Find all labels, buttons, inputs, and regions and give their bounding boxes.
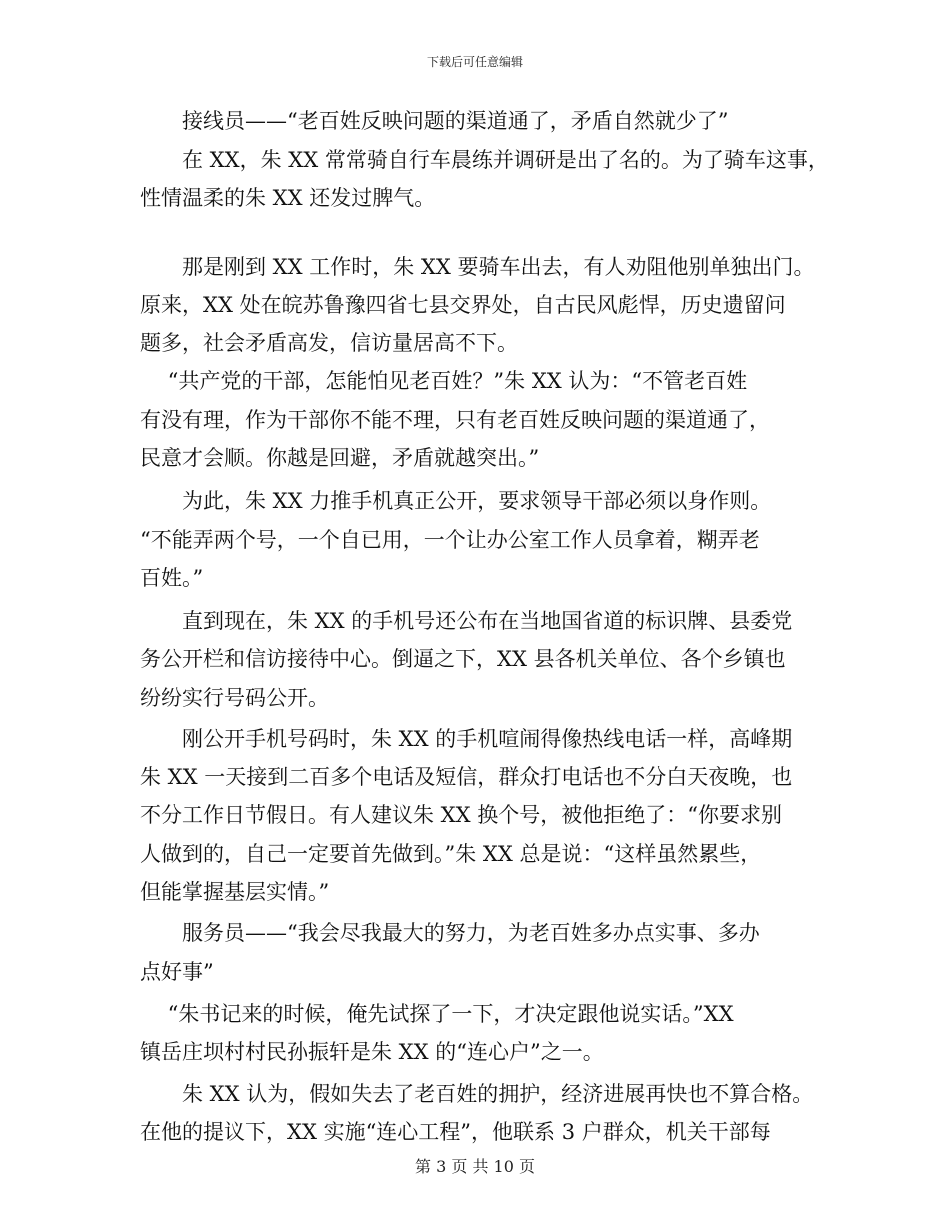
text-line: 在 XX，朱 XX 常常骑自行车晨练并调研是出了名的。为了骑车这事， [140, 148, 829, 172]
text-line: 性情温柔的朱 XX 还发过脾气。 [140, 186, 436, 210]
text-line: 刚公开手机号码时，朱 XX 的手机喧闹得像热线电话一样，高峰期 [140, 727, 793, 751]
text-line: 在他的提议下，XX 实施“连心工程”，他联系 3 户群众，机关干部每 [140, 1120, 771, 1144]
text-line: 朱 XX 认为，假如失去了老百姓的拥护，经济进展再快也不算合格。 [140, 1082, 814, 1106]
text-line: 不分工作日节假日。有人建议朱 XX 换个号，被他拒绝了：“你要求别 [140, 803, 782, 827]
page-header-note: 下载后可任意编辑 [426, 55, 523, 69]
text-line: 镇岳庄坝村村民孙振轩是朱 XX 的“连心户”之一。 [140, 1040, 604, 1064]
text-line: 为此，朱 XX 力推手机真正公开，要求领导干部必须以身作则。 [140, 489, 772, 513]
text-line: “共产党的干部，怎能怕见老百姓？”朱 XX 认为：“不管老百姓 [140, 369, 748, 393]
text-line: 纷纷实行号码公开。 [140, 686, 329, 710]
text-line: 接线员——“老百姓反映问题的渠道通了，矛盾自然就少了” [140, 109, 729, 133]
text-line: 朱 XX 一天接到二百多个电话及短信，群众打电话也不分白天夜晚，也 [140, 765, 793, 789]
text-line: 服务员——“我会尽我最大的努力，为老百姓多办点实事、多办 [140, 921, 760, 945]
text-line: 有没有理，作为干部你不能不理，只有老百姓反映问题的渠道通了， [140, 408, 770, 432]
page-number: 第 3 页 共 10 页 [415, 1157, 535, 1176]
text-line: “朱书记来的时候，俺先试探了一下，才决定跟他说实话。”XX [140, 1002, 734, 1026]
text-line: 原来，XX 处在皖苏鲁豫四省七县交界处，自古民风彪悍，历史遗留问 [140, 293, 786, 317]
text-line: 百姓。” [140, 566, 204, 590]
text-line: 点好事” [140, 960, 214, 984]
text-line: “不能弄两个号，一个自已用，一个让办公室工作人员拿着，糊弄老 [140, 528, 760, 552]
text-line: 务公开栏和信访接待中心。倒逼之下，XX 县各机关单位、各个乡镇也 [140, 647, 786, 671]
text-line: 但能掌握基层实情。” [140, 880, 330, 904]
text-line: 题多，社会矛盾高发，信访量居高不下。 [140, 331, 518, 355]
text-line: 直到现在，朱 XX 的手机号还公布在当地国省道的标识牌、县委党 [140, 609, 793, 633]
text-line: 那是刚到 XX 工作时，朱 XX 要骑车出去，有人劝阻他别单独出门。 [140, 255, 815, 279]
text-line: 民意才会顺。你越是回避，矛盾就越突出。” [140, 446, 540, 470]
text-line: 人做到的，自己一定要首先做到。”朱 XX 总是说：“这样虽然累些， [140, 842, 762, 866]
